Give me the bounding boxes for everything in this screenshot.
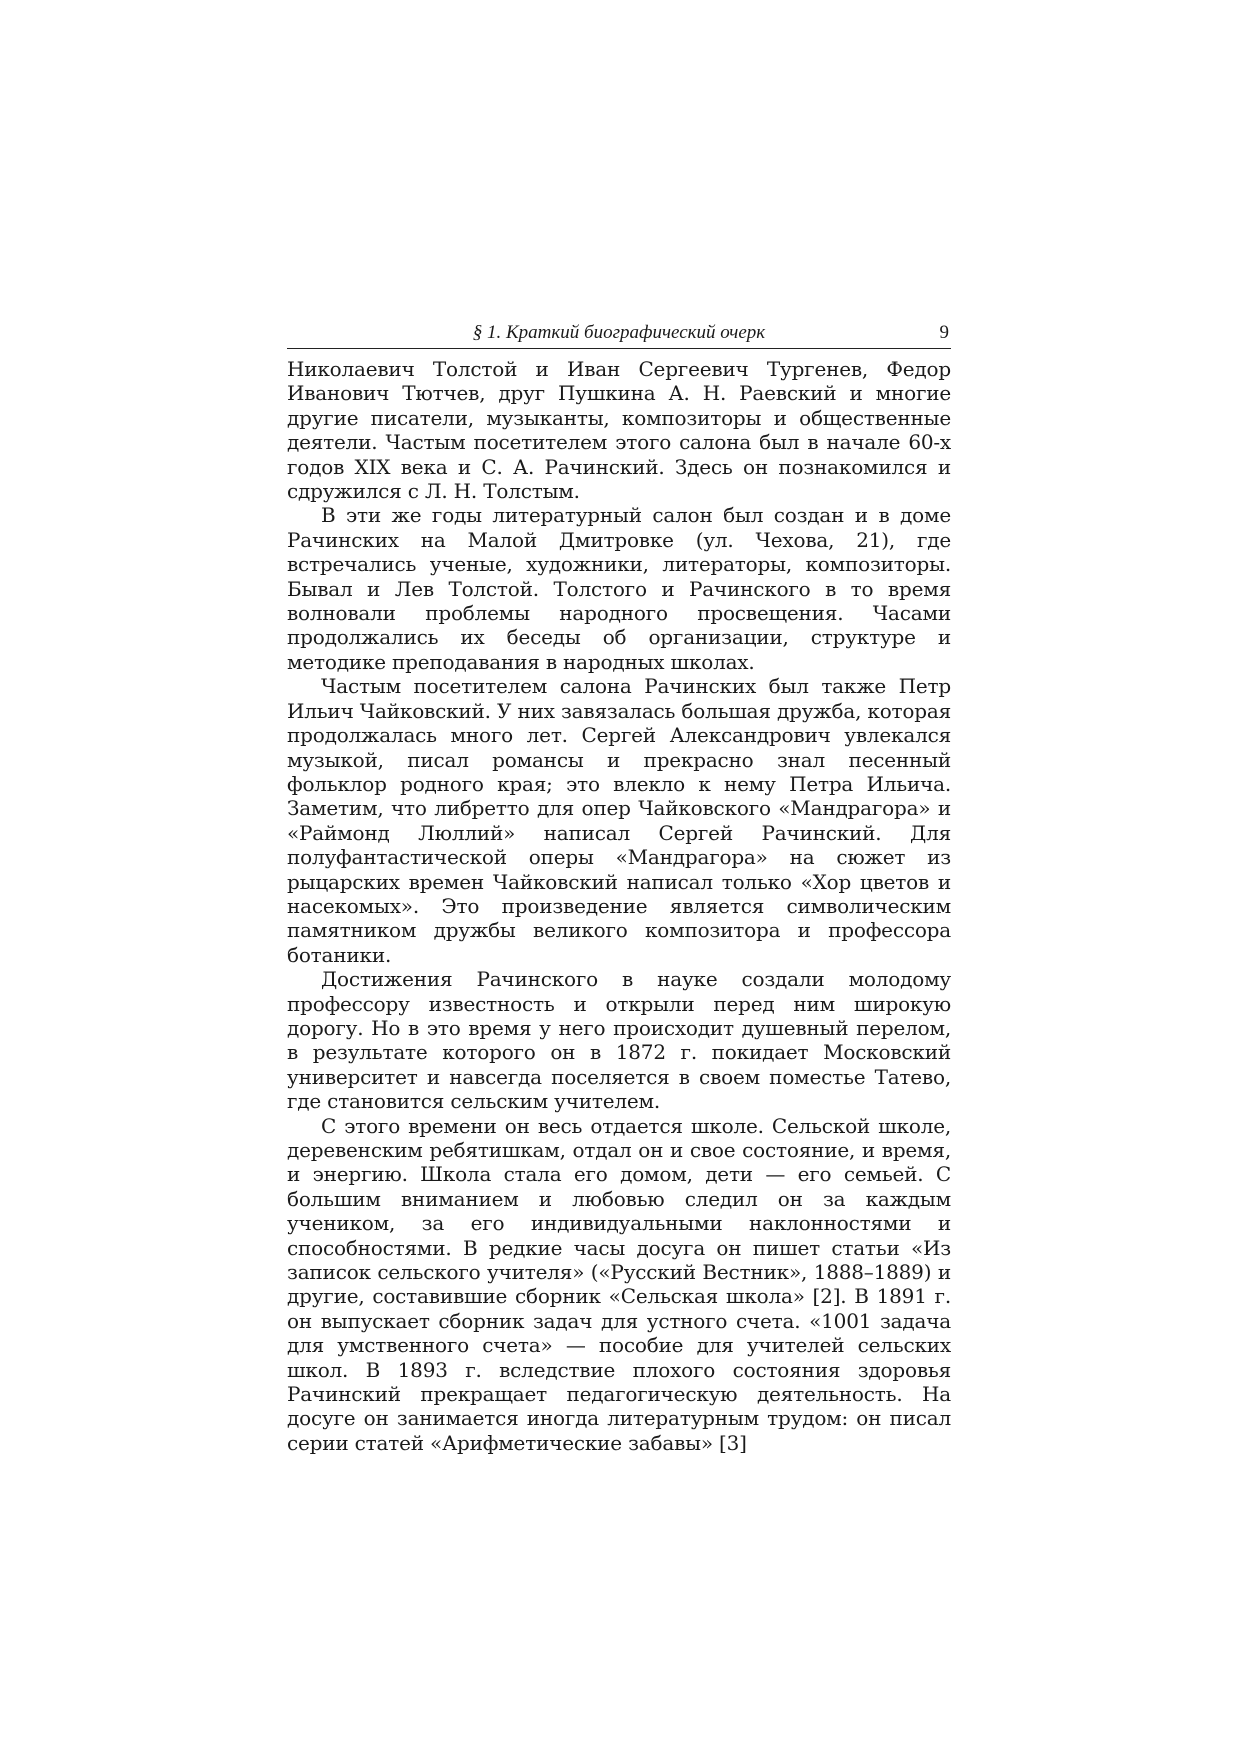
- paragraph-5: С этого времени он весь отдается школе. Сельской школе, деревенским ребятишкам, отдал он и свое состояние, и время, и энергию. Школа стала его домом, дети — его семьей. С большим вниманием и любовью следил он за каждым учеником, за его индивидуальными наклонностями и способностями. В редкие часы досуга он пишет статьи «Из записок сельского учителя» («Русский Вестник», 1888–1889) и другие, составившие сборник «Сельская школа» [2]. В 1891 г. он выпускает сборник задач для устного счета. «1001 задача для умственного счета» — пособие для учителей сельских школ. В 1893 г. вследствие плохого состояния здоровья Рачинский прекращает педагогическую деятельность. На досуге он занимается иногда литературным трудом: он писал серии статей «Арифметические забавы» [3]: [287, 1113, 951, 1455]
- page: [287, 318, 951, 1455]
- paragraph-1: Николаевич Толстой и Иван Сергеевич Тургенев, Федор Иванович Тютчев, друг Пушкина А. Н. Раевский и многие другие писатели, музыканты, композиторы и общественные деятели. Частым посетителем этого салона был в начале 60-х годов XIX века и С. А. Рачинский. Здесь он познакомился и сдружился с Л. Н. Толстым.: [287, 357, 951, 504]
- page-number: 9: [939, 322, 949, 343]
- paragraph-3: Частым посетителем салона Рачинских был также Петр Ильич Чайковский. У них завязалась большая дружба, которая продолжалась много лет. Сергей Александрович увлекался музыкой, писал романсы и прекрасно знал песенный фольклор родного края; это влекло к нему Петра Ильича. Заметим, что либретто для опер Чайковского «Мандрагора» и «Раймонд Люллий» написал Сергей Рачинский. Для полуфантастической оперы «Мандрагора» на сюжет из рыцарских времен Чайковский написал только «Хор цветов и насекомых». Это произведение является символическим памятником дружбы великого композитора и профессора ботаники.: [287, 674, 951, 967]
- paragraph-4: Достижения Рачинского в науке создали молодому профессору известность и открыли перед ним широкую дорогу. Но в это время у него происходит душевный перелом, в результате которого он в 1872 г. покидает Московский университет и навсегда поселяется в своем поместье Татево, где становится сельским учителем.: [287, 967, 951, 1114]
- paragraph-2: В эти же годы литературный салон был создан и в доме Рачинских на Малой Дмитровке (ул. Чехова, 21), где встречались ученые, художники, литераторы, композиторы. Бывал и Лев Толстой. Толстого и Рачинского в то время волновали проблемы народного просвещения. Часами продолжались их беседы об организации, структуре и методике преподавания в народных школах.: [287, 503, 951, 674]
- running-head: [287, 318, 951, 349]
- running-head-title: § 1. Краткий биографический очерк: [472, 322, 766, 343]
- body-text: [287, 357, 951, 1455]
